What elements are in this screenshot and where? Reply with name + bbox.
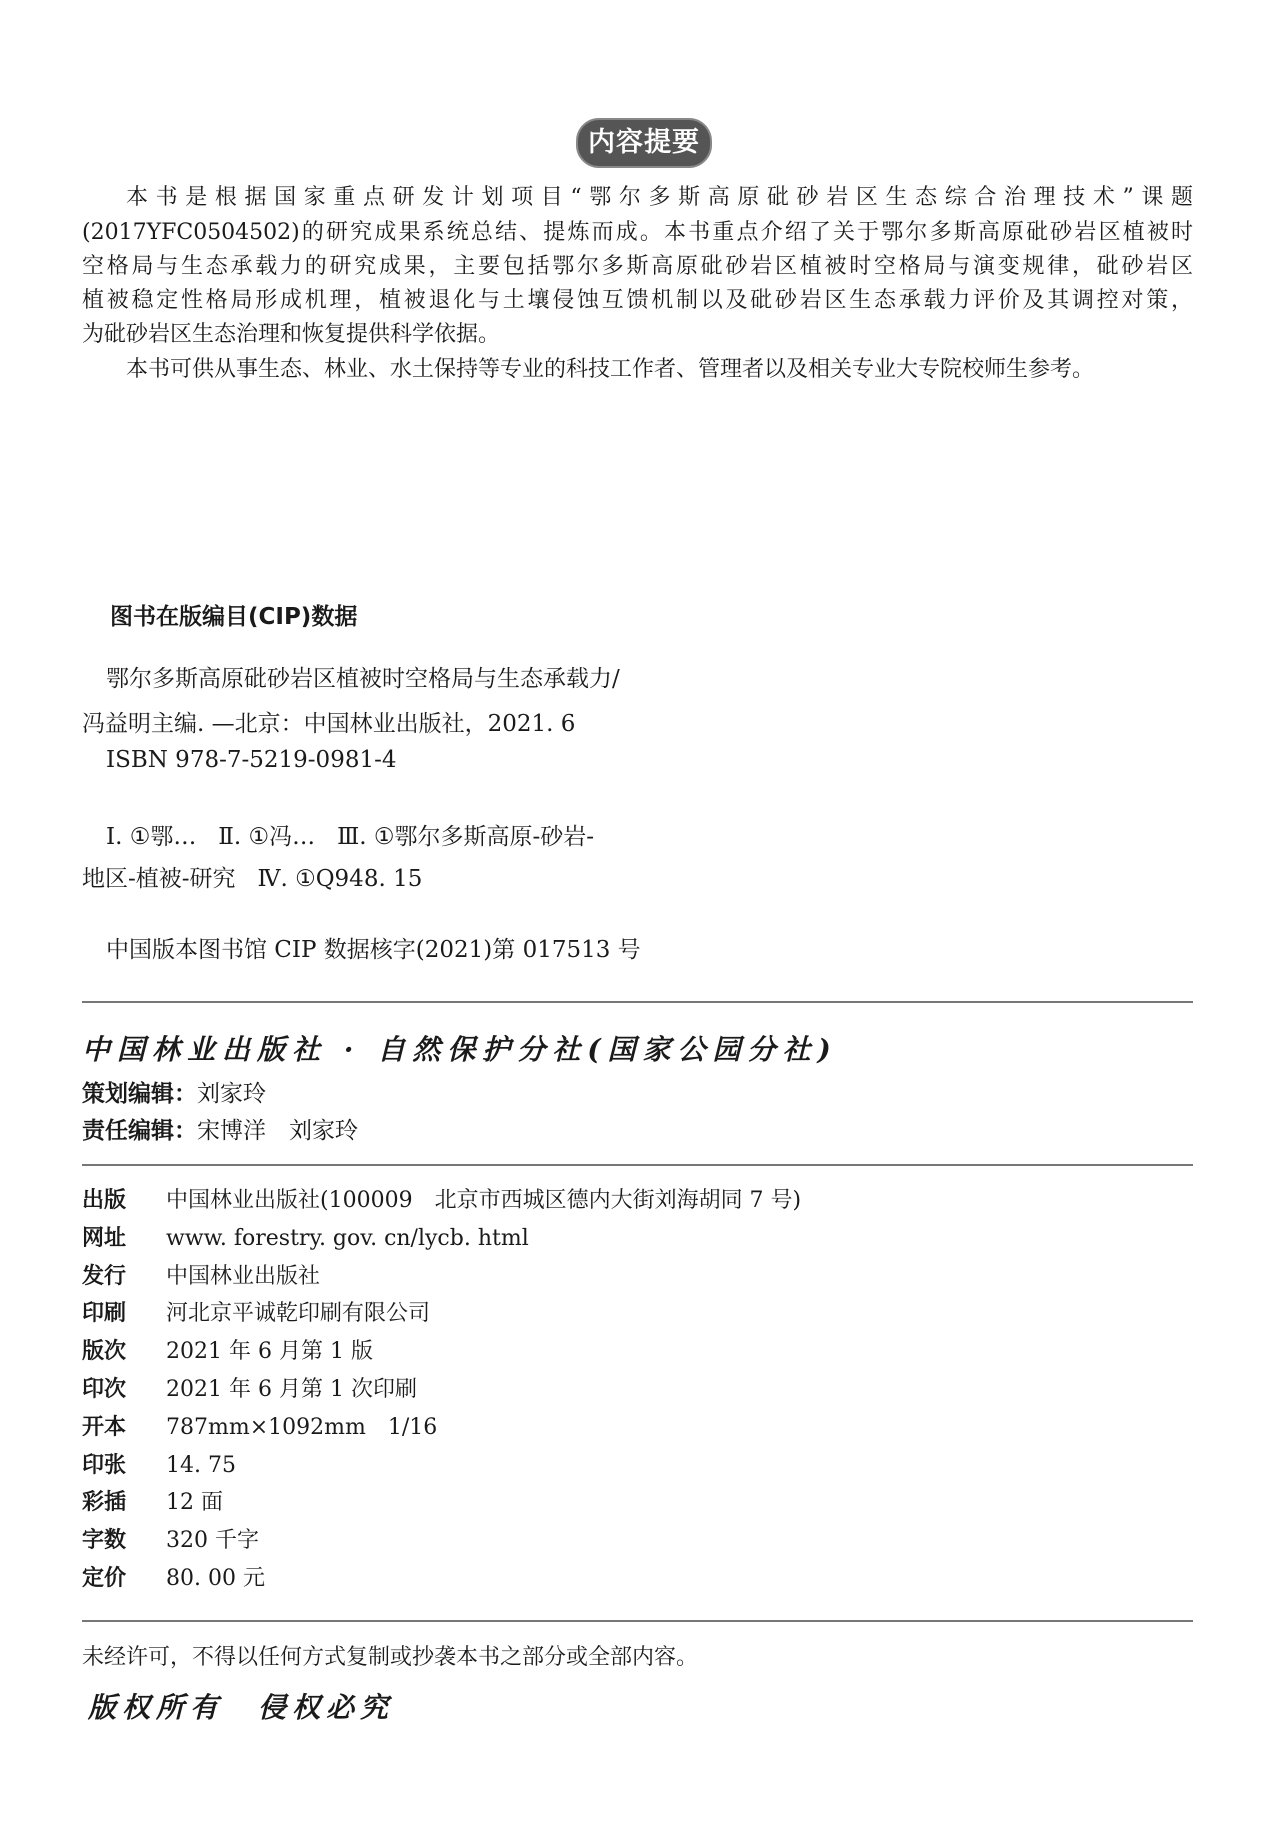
colophon-row [82, 1224, 529, 1254]
cip-classification: Ⅰ. ①鄂… Ⅱ. ①冯… Ⅲ. ①鄂尔多斯高原-砂岩- [106, 824, 595, 850]
colophon-label: 印刷 [82, 1301, 127, 1327]
editor-label: 策划编辑： [82, 1081, 197, 1107]
colophon-value: 12 面 [166, 1490, 223, 1516]
colophon-label: 印张 [82, 1452, 127, 1478]
colophon-row [82, 1375, 417, 1405]
editor-line [82, 1075, 266, 1108]
colophon-label: 彩插 [82, 1490, 127, 1516]
colophon-value: 中国林业出版社(100009 北京市西城区德内大街刘海胡同 7 号) [166, 1188, 802, 1213]
colophon-value: 80. 00 元 [166, 1566, 265, 1591]
summary-line: 本书是根据国家重点研发计划项目“鄂尔多斯高原砒砂岩区生态综合治理技术”课题 [126, 185, 1193, 210]
colophon-row [82, 1526, 259, 1556]
colophon-value: 2021 年 6 月第 1 次印刷 [166, 1377, 417, 1402]
colophon-row [82, 1337, 373, 1367]
colophon-label: 印次 [82, 1377, 127, 1402]
cip-approval: 中国版本图书馆 CIP 数据核字(2021)第 017513 号 [106, 937, 641, 963]
editor-value: 宋博洋 刘家玲 [197, 1118, 358, 1144]
editor-value: 刘家玲 [197, 1081, 266, 1107]
copy-notice: 未经许可，不得以任何方式复制或抄袭本书之部分或全部内容。 [82, 1645, 699, 1670]
cip-heading: 图书在版编目(CIP)数据 [110, 604, 358, 630]
rights-reserved: 版权所有 侵权必究 [88, 1691, 395, 1724]
summary-line: 为砒砂岩区生态治理和恢复提供科学依据。 [82, 322, 501, 347]
colophon-label: 定价 [82, 1566, 127, 1591]
colophon-value: 中国林业出版社 [166, 1263, 321, 1289]
colophon-label: 出版 [82, 1188, 127, 1213]
divider [82, 1001, 1193, 1003]
cip-classification: 地区-植被-研究 Ⅳ. ①Q948. 15 [82, 866, 423, 892]
colophon-value: 320 千字 [166, 1528, 259, 1554]
summary-line: (2017YFC0504502)的研究成果系统总结、提炼而成。本书重点介绍了关于鄂尔多斯高原砒砂岩区植被时 [82, 220, 1193, 245]
colophon-label: 发行 [82, 1263, 127, 1289]
divider [82, 1164, 1193, 1166]
colophon-value: 2021 年 6 月第 1 版 [166, 1339, 373, 1365]
cip-isbn: ISBN 978-7-5219-0981-4 [106, 747, 397, 773]
colophon-label: 版次 [82, 1339, 127, 1365]
colophon-value: 787mm×1092mm 1/16 [166, 1414, 438, 1440]
colophon-row [82, 1451, 236, 1481]
cip-title-line: 鄂尔多斯高原砒砂岩区植被时空格局与生态承载力/ [106, 666, 620, 692]
colophon-row [82, 1488, 223, 1518]
summary-line: 本书可供从事生态、林业、水土保持等专业的科技工作者、管理者以及相关专业大专院校师生参考。 [126, 357, 1095, 382]
summary-title-badge: 内容提要 [576, 118, 712, 168]
divider [82, 1620, 1193, 1622]
colophon-label: 开本 [82, 1414, 127, 1440]
colophon-label: 字数 [82, 1528, 127, 1554]
colophon-value: 河北京平诚乾印刷有限公司 [166, 1301, 431, 1327]
colophon-row [82, 1299, 430, 1329]
colophon-label: 网址 [82, 1225, 127, 1251]
cip-title-line: 冯益明主编. —北京：中国林业出版社，2021. 6 [82, 711, 576, 737]
colophon-value: www. forestry. gov. cn/lycb. html [166, 1225, 529, 1251]
summary-line: 空格局与生态承载力的研究成果，主要包括鄂尔多斯高原砒砂岩区植被时空格局与演变规律，砒砂岩区 [82, 254, 1193, 279]
colophon-row [82, 1262, 320, 1292]
colophon-value: 14. 75 [166, 1452, 236, 1478]
colophon-row [82, 1186, 801, 1216]
colophon-row [82, 1564, 265, 1594]
editor-line [82, 1112, 358, 1145]
editor-label: 责任编辑： [82, 1118, 197, 1144]
publisher-branch: 中国林业出版社 · 自然保护分社(国家公园分社) [82, 1033, 838, 1066]
colophon-row [82, 1413, 437, 1443]
summary-line: 植被稳定性格局形成机理，植被退化与土壤侵蚀互馈机制以及砒砂岩区生态承载力评价及其调控对策， [82, 288, 1193, 313]
